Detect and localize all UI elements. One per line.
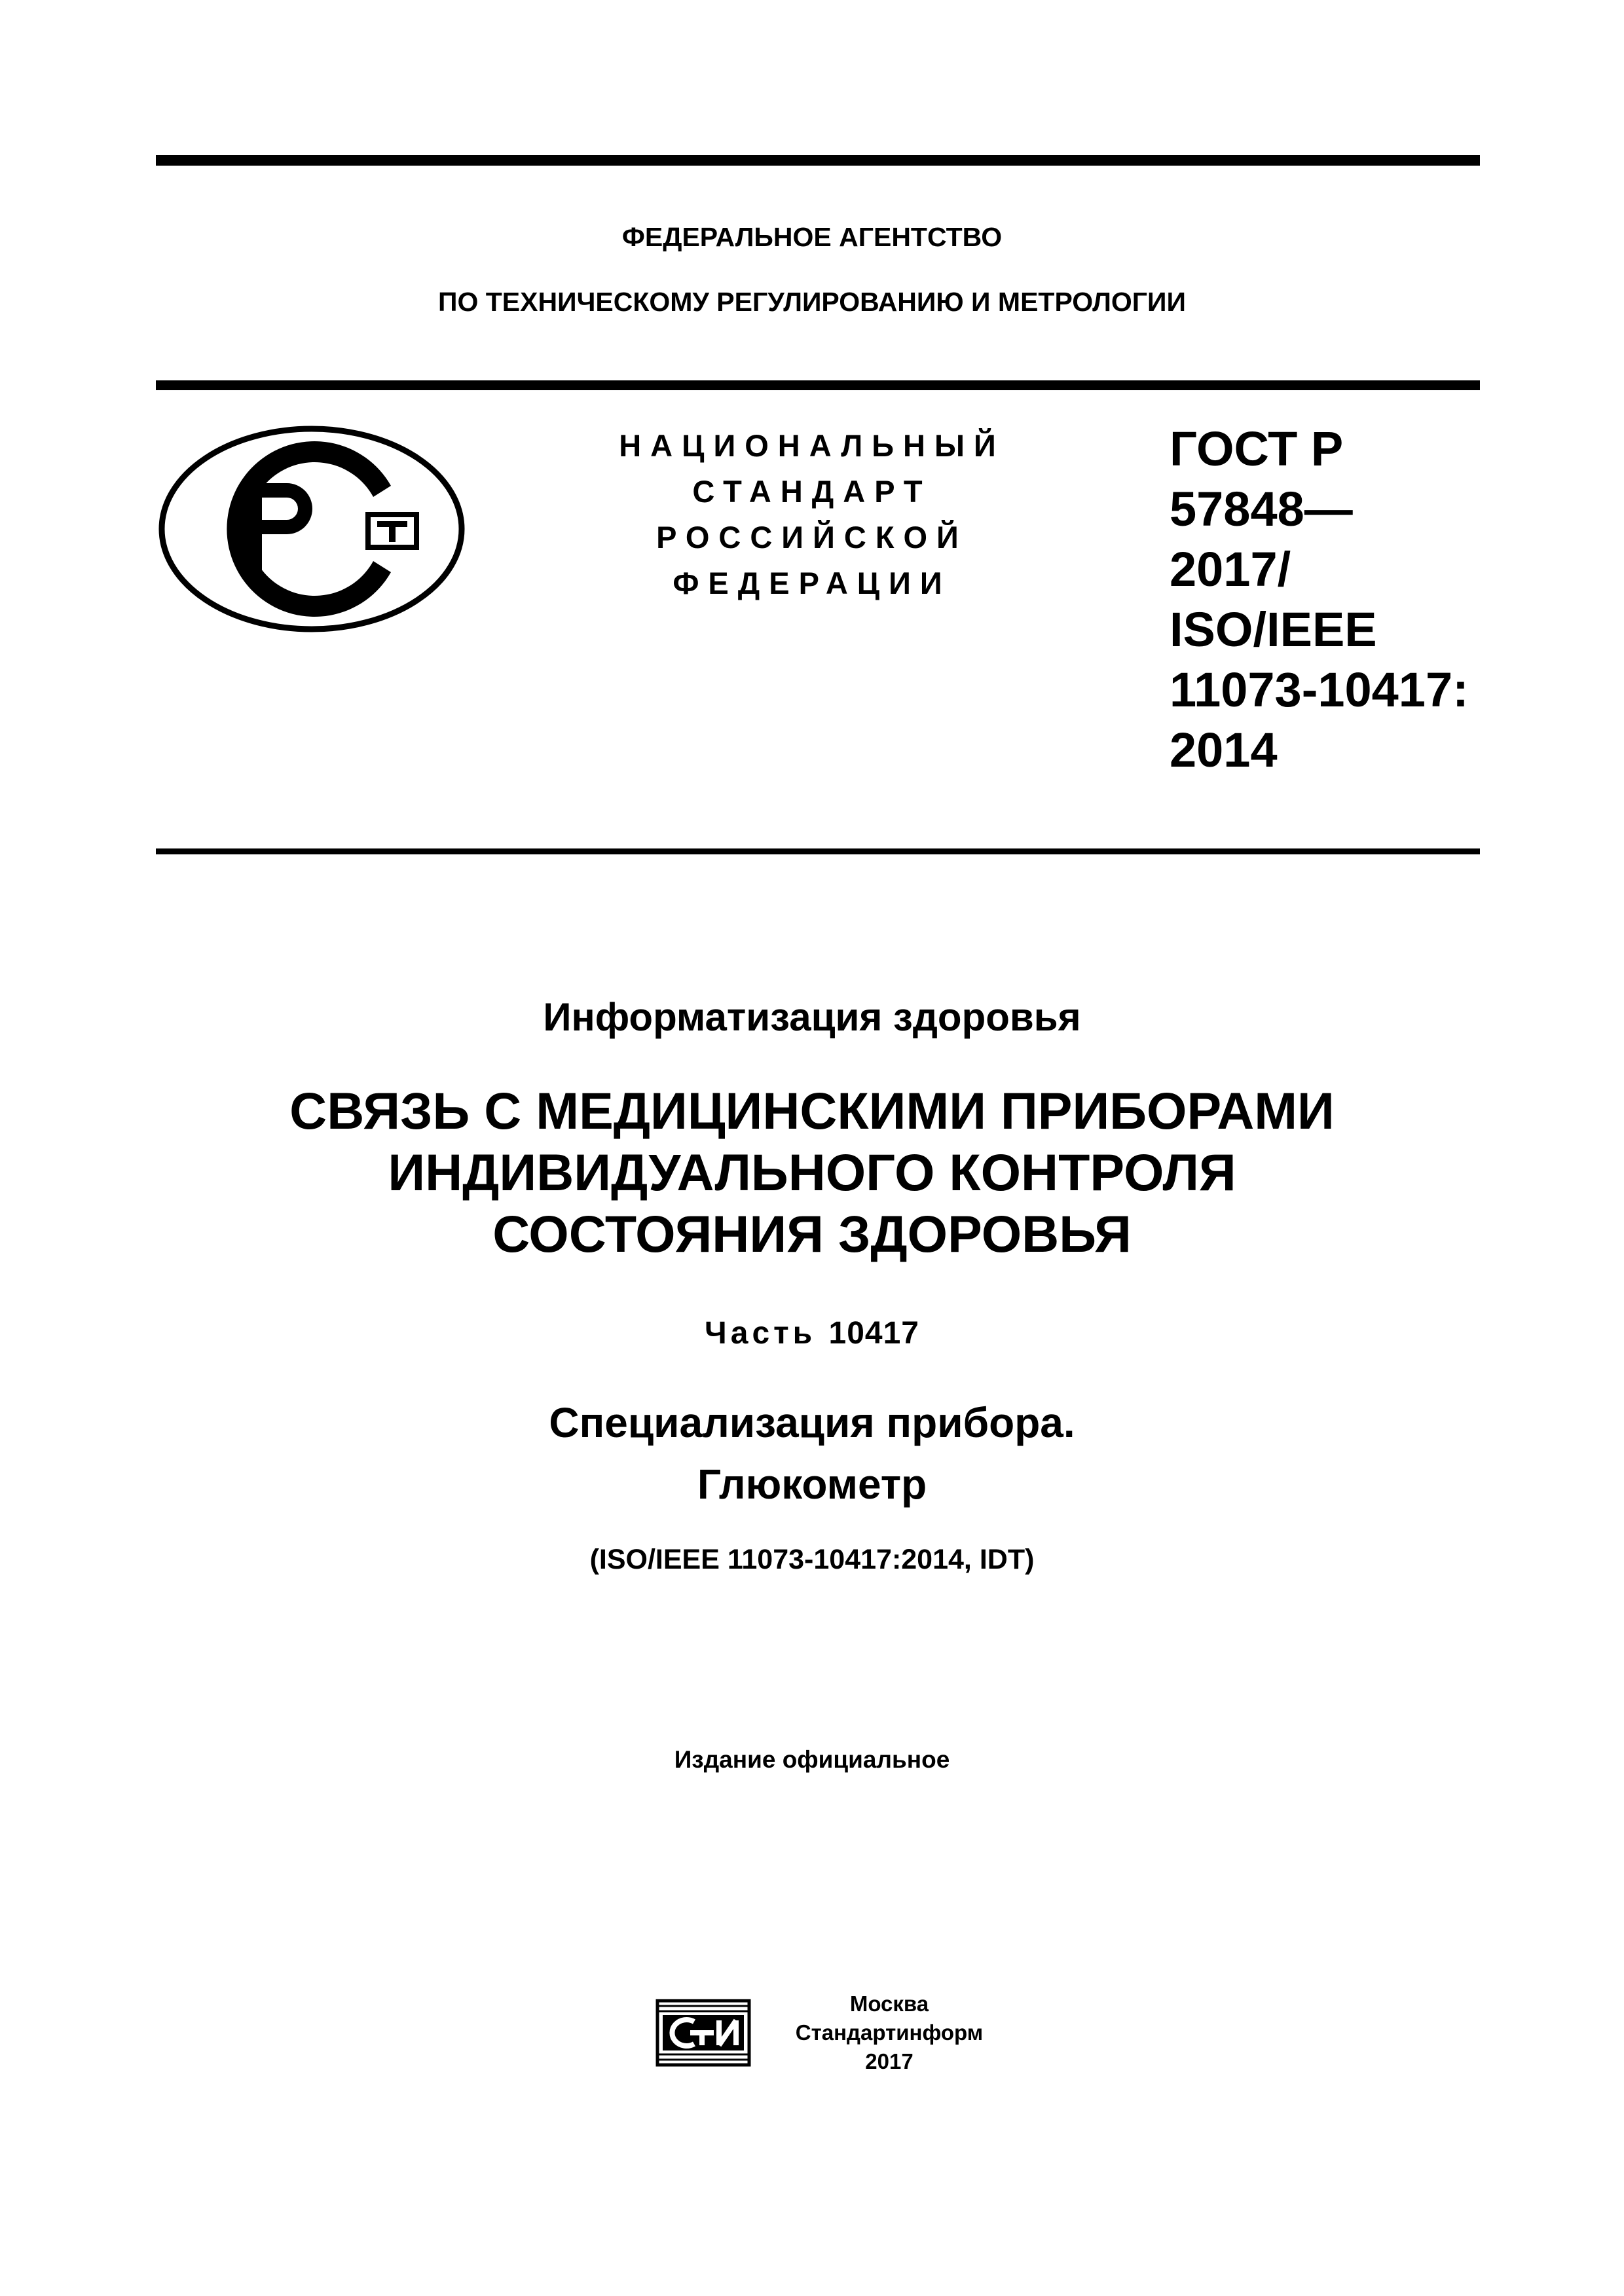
stiinform-logo <box>655 1998 752 2068</box>
iso-reference: (ISO/IEEE 11073-10417:2014, IDT) <box>589 1544 1035 1575</box>
agency-name-line2: ПО ТЕХНИЧЕСКОМУ РЕГУЛИРОВАНИЮ И МЕТРОЛОГИИ <box>438 287 1186 317</box>
publisher-block <box>765 1990 1014 2076</box>
standard-type-line3: РОССИЙСКОЙ <box>656 520 968 555</box>
agency-name-line1: ФЕДЕРАЛЬНОЕ АГЕНТСТВО <box>621 222 1003 252</box>
main-title <box>0 1080 1624 1265</box>
standard-type <box>576 423 1048 606</box>
part-number: 10417 <box>828 1316 919 1351</box>
designation-line4: ISO/IEEE <box>1170 602 1377 657</box>
main-title-line3: СОСТОЯНИЯ ЗДОРОВЬЯ <box>492 1205 1132 1263</box>
designation-line3: 2017/ <box>1170 542 1291 596</box>
middle-rule <box>156 380 1480 390</box>
edition-note: Издание официальное <box>674 1746 950 1773</box>
subtitle-line1: Специализация прибора. <box>549 1399 1075 1446</box>
designation-line6: 2014 <box>1170 723 1278 777</box>
bottom-rule <box>156 848 1480 854</box>
designation-line2: 57848— <box>1170 482 1353 536</box>
part-word: Часть <box>705 1316 817 1351</box>
publisher-city: Москва <box>849 1992 929 2016</box>
standard-type-line2: СТАНДАРТ <box>692 474 932 509</box>
part-label <box>0 1315 1624 1353</box>
designation-line5: 11073-10417: <box>1170 663 1469 717</box>
designation-line1: ГОСТ Р <box>1170 422 1344 476</box>
subtitle-line2: Глюкометр <box>697 1461 927 1508</box>
publisher-year: 2017 <box>865 2049 913 2073</box>
rst-logo <box>157 424 466 634</box>
subject-heading: Информатизация здоровья <box>543 995 1081 1039</box>
publisher-name: Стандартинформ <box>795 2020 984 2045</box>
subtitle <box>0 1392 1624 1515</box>
top-rule <box>156 155 1480 166</box>
standard-designation <box>1170 419 1471 780</box>
main-title-line2: ИНДИВИДУАЛЬНОГО КОНТРОЛЯ <box>388 1143 1236 1201</box>
logo-t-letter <box>368 515 416 547</box>
main-title-line1: СВЯЗЬ С МЕДИЦИНСКИМИ ПРИБОРАМИ <box>289 1082 1335 1140</box>
standard-type-line4: ФЕДЕРАЦИИ <box>673 566 951 600</box>
standard-type-line1: НАЦИОНАЛЬНЫЙ <box>619 428 1005 463</box>
logo-p-letter <box>246 483 312 575</box>
